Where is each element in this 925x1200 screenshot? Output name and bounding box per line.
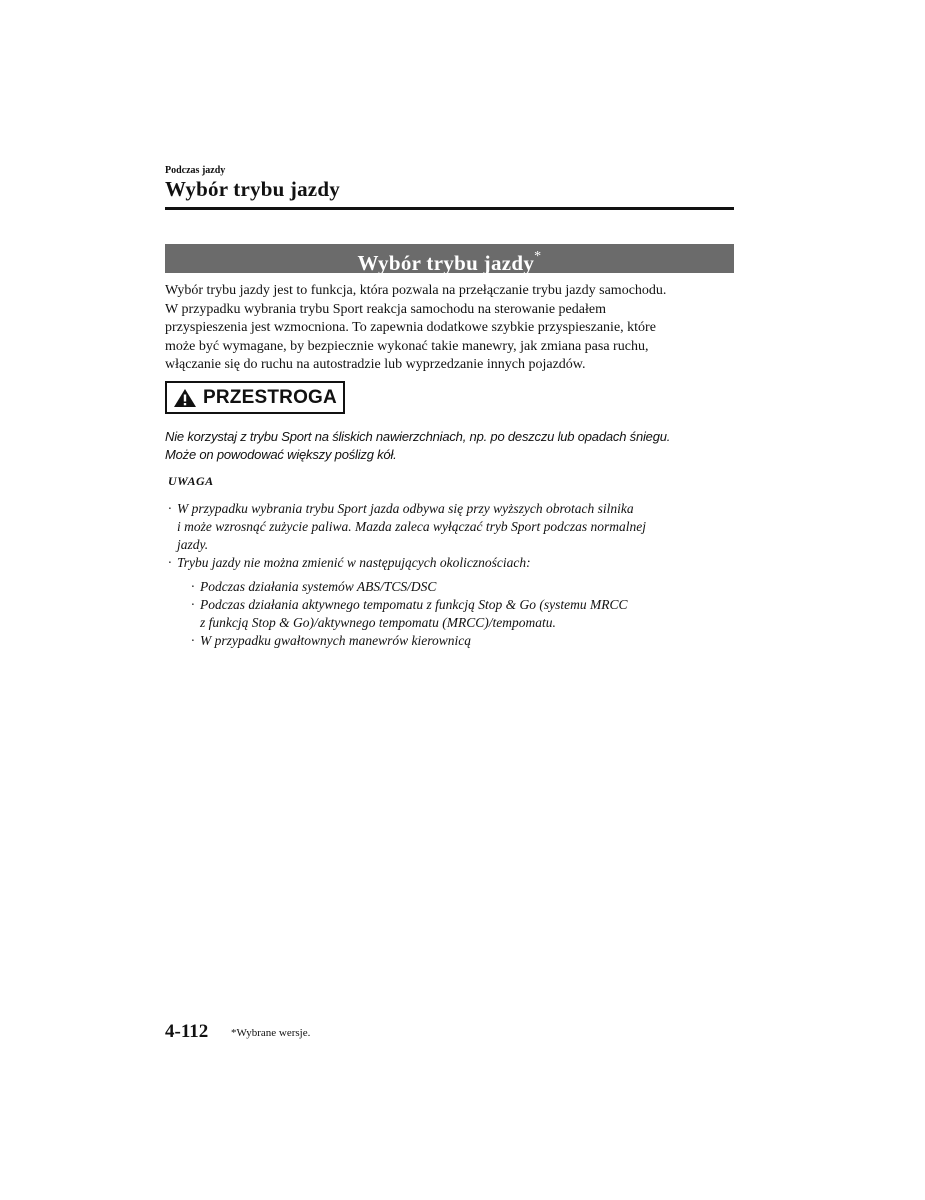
list-item	[168, 554, 728, 650]
bullet: ·	[191, 597, 195, 612]
sub-list-item	[191, 596, 728, 632]
caution-text	[165, 428, 745, 464]
intro-line: przyspieszenia jest wzmocniona. To zapewnia dodatkowe szybkie przyspieszanie, które	[165, 320, 656, 335]
page-number: 4-112	[165, 1021, 209, 1042]
sub-list-item	[191, 632, 728, 650]
sub-item-line: Podczas działania systemów ABS/TCS/DSC	[200, 579, 437, 594]
bullet: ·	[191, 633, 195, 648]
section-header-bar	[165, 244, 734, 273]
intro-line: może być wymagane, by bezpiecznie wykonać takie manewry, jak zmiana pasa ruchu,	[165, 338, 649, 354]
note-line: Trybu jazdy nie można zmienić w następujących okolicznościach:	[177, 555, 531, 570]
caution-line: Nie korzystaj z trybu Sport na śliskich nawierzchniach, np. po deszczu lub opadach śniegu.	[165, 429, 671, 444]
intro-line: W przypadku wybrania trybu Sport reakcja samochodu na sterowanie pedałem	[165, 301, 606, 317]
sub-item-line: W przypadku gwałtownych manewrów kierownicą	[200, 633, 471, 648]
footnote: *Wybrane wersje.	[231, 1027, 311, 1039]
note-list	[168, 500, 728, 650]
bullet: ·	[168, 555, 172, 570]
sub-list	[191, 578, 728, 650]
title-divider	[165, 207, 734, 210]
warning-triangle-icon	[173, 388, 197, 408]
sub-list-item	[191, 578, 728, 596]
bullet: ·	[168, 501, 172, 516]
sub-item-line: Podczas działania aktywnego tempomatu z funkcją Stop & Go (systemu MRCC	[200, 597, 628, 612]
page-title: Wybór trybu jazdy	[165, 177, 340, 201]
sub-item-line: z funkcją Stop & Go)/aktywnego tempomatu (MRCC)/tempomatu.	[200, 615, 556, 630]
breadcrumb: Podczas jazdy	[165, 165, 226, 176]
intro-line: Wybór trybu jazdy jest to funkcja, która pozwala na przełączanie trybu jazdy samochodu.	[165, 283, 667, 298]
note-line: jazdy.	[177, 537, 209, 552]
optional-equipment-asterisk: *	[534, 249, 542, 264]
list-item	[168, 500, 728, 554]
note-line: W przypadku wybrania trybu Sport jazda odbywa się przy wyższych obrotach silnika	[177, 501, 634, 516]
caution-label: PRZESTROGA	[203, 386, 337, 408]
note-heading: UWAGA	[168, 474, 214, 488]
bullet: ·	[191, 579, 195, 594]
caution-box	[165, 381, 345, 414]
intro-line: włączanie się do ruchu na autostradzie lub wyprzedzanie innych pojazdów.	[165, 357, 586, 372]
intro-paragraph	[165, 282, 734, 375]
caution-line: Może on powodować większy poślizg kół.	[165, 447, 397, 462]
note-line: i może wzrosnąć zużycie paliwa. Mazda zaleca wyłączać tryb Sport podczas normalnej	[177, 519, 646, 534]
section-title: Wybór trybu jazdy	[357, 251, 535, 275]
